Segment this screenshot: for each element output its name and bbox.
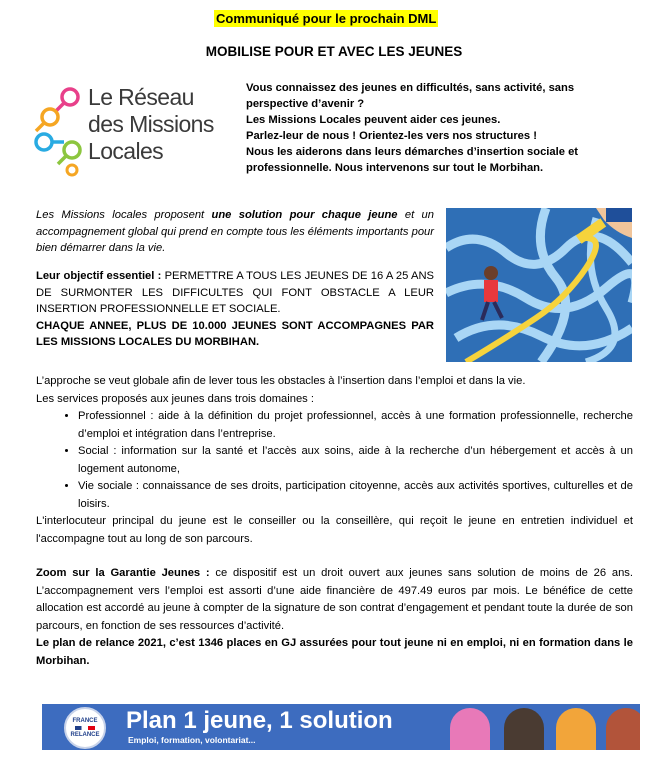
logo-line-3: Locales: [88, 138, 164, 164]
logo-symbol-icon: [30, 84, 86, 179]
para-emphasis: une solution pour chaque jeune: [211, 209, 398, 221]
france-relance-seal: [64, 707, 106, 749]
seal-text: RELANCE: [70, 732, 100, 738]
para-text: Les Missions locales proposent: [36, 209, 212, 221]
zoom-text: ce dispositif est un droit ouvert aux jeunes sans solution de moins de 26 ans. L’accompagnement vers l’emploi est assorti d’une aide financière de 497.49 euros par mois. Le bénéfice de cette allocation est accordé au jeune à compter de la signature de son contrat d’engagement et pendant toute la durée de son parcours, en fonction de ses ressources d’activité.: [36, 567, 633, 632]
intro-line: Nous les aiderons dans leurs démarches d’insertion sociale et: [246, 146, 579, 158]
intro-line: professionnelle. Nous intervenons sur tout le Morbihan.: [246, 162, 544, 174]
services-intro: Les services proposés aux jeunes dans trois domaines :: [36, 392, 314, 405]
seal-text: FRANCE: [72, 718, 98, 724]
list-item: • Vie sociale : connaissance de ses droits, participation citoyenne, accès aux activités sportives, culturelles et de loisirs.: [78, 478, 633, 513]
intro-line: perspective d’avenir ?: [246, 98, 365, 110]
intro-text: [246, 80, 606, 176]
zoom-paragraph: [36, 565, 633, 635]
banner-subtitle: Emploi, formation, volontariat...: [128, 735, 256, 745]
list-item: • Professionnel : aide à la définition du projet professionnel, accès à une formation professionnelle, recherche d’emploi et intégration dans l’entreprise.: [78, 408, 633, 443]
para-text: et un accompagnement global qui prend en compte tous les éléments importants pour bien démarrer dans la vie.: [36, 209, 435, 254]
page-title: MOBILISE POUR ET AVEC LES JEUNES: [205, 44, 463, 59]
avatar: [450, 708, 490, 750]
plan-banner: [42, 704, 640, 750]
objective-text: PERMETTRE A TOUS LES JEUNES DE 16 A 25 ANS DE SURMONTER LES DIFFICULTES QUI FONT OBSTACLE A LEUR INSERTION PROFESSIONNELLE ET SOCIALE.: [36, 270, 434, 315]
list-item: • Social : information sur la santé et l’accès aux soins, aide à la recherche d’un hébergement et accès à un logement autonome,: [78, 443, 633, 478]
approach-text: L’approche se veut globale afin de lever tous les obstacles à l’insertion dans l’emploi et dans la vie.: [36, 375, 526, 387]
logo-line-2: des Missions: [88, 111, 214, 137]
missions-locales-logo: [30, 84, 220, 179]
communique-highlight: Communiqué pour le prochain DML: [216, 11, 437, 26]
maze-illustration: [446, 208, 632, 362]
objective-label: Leur objectif essentiel :: [36, 270, 162, 282]
objective-paragraph: [36, 268, 434, 351]
services-list: [36, 408, 633, 513]
zoom-label: Zoom sur la Garantie Jeunes :: [36, 567, 210, 579]
plan-text: Le plan de relance 2021, c’est 1346 places en GJ assurées pour tout jeune ni en emploi, ni en formation dans le Morbihan.: [36, 637, 633, 667]
logo-line-1: Le Réseau: [88, 84, 194, 110]
intro-line: Les Missions Locales peuvent aider ces jeunes.: [246, 114, 501, 126]
intro-line: Parlez-leur de nous ! Orientez-les vers nos structures !: [246, 130, 537, 142]
avatar: [606, 708, 640, 750]
avatar: [556, 708, 596, 750]
services-section: [36, 373, 633, 670]
interlocutor-text: L'interlocuteur principal du jeune est le conseiller ou la conseillère, qui reçoit le jeune en entretien individuel et l'accompagne tout au long de son parcours.: [36, 515, 633, 545]
intro-line: Vous connaissez des jeunes en difficultés, sans activité, sans: [246, 82, 575, 94]
solution-paragraph: [36, 207, 434, 257]
banner-title: Plan 1 jeune, 1 solution: [126, 707, 393, 734]
avatar: [504, 708, 544, 750]
objective-stat: CHAQUE ANNEE, PLUS DE 10.000 JEUNES SONT ACCOMPAGNES PAR LES MISSIONS LOCALES DU MORBIHAN.: [36, 319, 434, 348]
